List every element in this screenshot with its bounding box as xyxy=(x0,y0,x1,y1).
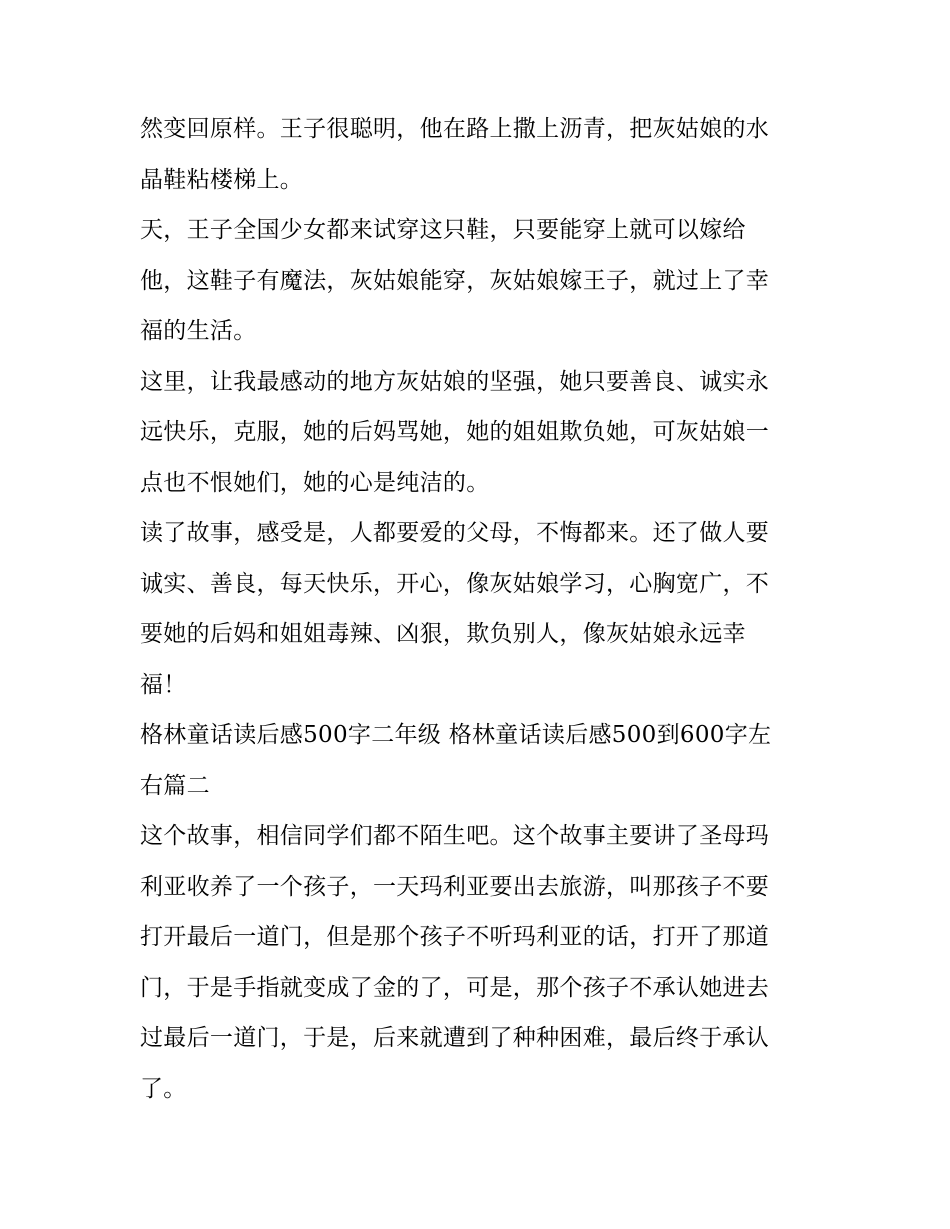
paragraph-4 xyxy=(140,508,820,710)
text-line: 门，于是手指就变成了金的了，可是，那个孩子不承认她进去 xyxy=(140,974,770,1001)
section-heading xyxy=(140,710,820,811)
paragraph-3 xyxy=(140,357,820,509)
text-line: 天，王子全国少女都来试穿这只鞋，只要能穿上就可以嫁给 xyxy=(140,217,746,243)
text-line: 福的生活。 xyxy=(140,318,257,344)
text-line: 远快乐，克服，她的后妈骂她，她的姐姐欺负她，可灰姑娘一 xyxy=(140,419,770,445)
text-line: 然变回原样。王子很聪明，他在路上撒上沥青，把灰姑娘的水 xyxy=(140,116,770,142)
text-line: 打开最后一道门，但是那个孩子不听玛利亚的话，打开了那道 xyxy=(140,924,770,950)
text-line: 这里，让我最感动的地方灰姑娘的坚强，她只要善良、诚实永 xyxy=(140,368,770,395)
text-line: 了。 xyxy=(140,1075,187,1102)
text-line: 诚实、善良，每天快乐，开心，像灰姑娘学习，心胸宽广，不 xyxy=(140,570,770,597)
text-line: 右篇二 xyxy=(140,772,210,799)
text-line: 过最后一道门，于是，后来就遭到了种种困难，最后终于承认 xyxy=(140,1025,770,1051)
text-line: 晶鞋粘楼梯上。 xyxy=(140,166,304,193)
text-line: 读了故事，感受是，人都要爱的父母，不悔都来。还了做人要 xyxy=(140,520,770,546)
text-line: 利亚收养了一个孩子，一天玛利亚要出去旅游，叫那孩子不要 xyxy=(140,873,770,900)
text-line: 格林童话读后感500字二年级 格林童话读后感500到600字左 xyxy=(140,722,772,748)
text-line: 要她的后妈和姐姐毒辣、凶狠，欺负别人，像灰姑娘永远幸 xyxy=(140,621,746,647)
text-line: 福！ xyxy=(140,671,187,698)
paragraph-2 xyxy=(140,205,820,357)
text-line: 他，这鞋子有魔法，灰姑娘能穿，灰姑娘嫁王子，就过上了幸 xyxy=(140,267,770,294)
paragraph-6 xyxy=(140,811,820,1114)
text-line: 点也不恨她们，她的心是纯洁的。 xyxy=(140,469,490,496)
text-line: 这个故事，相信同学们都不陌生吧。这个故事主要讲了圣母玛 xyxy=(140,823,770,849)
document-body xyxy=(140,104,820,1114)
paragraph-1 xyxy=(140,104,820,205)
